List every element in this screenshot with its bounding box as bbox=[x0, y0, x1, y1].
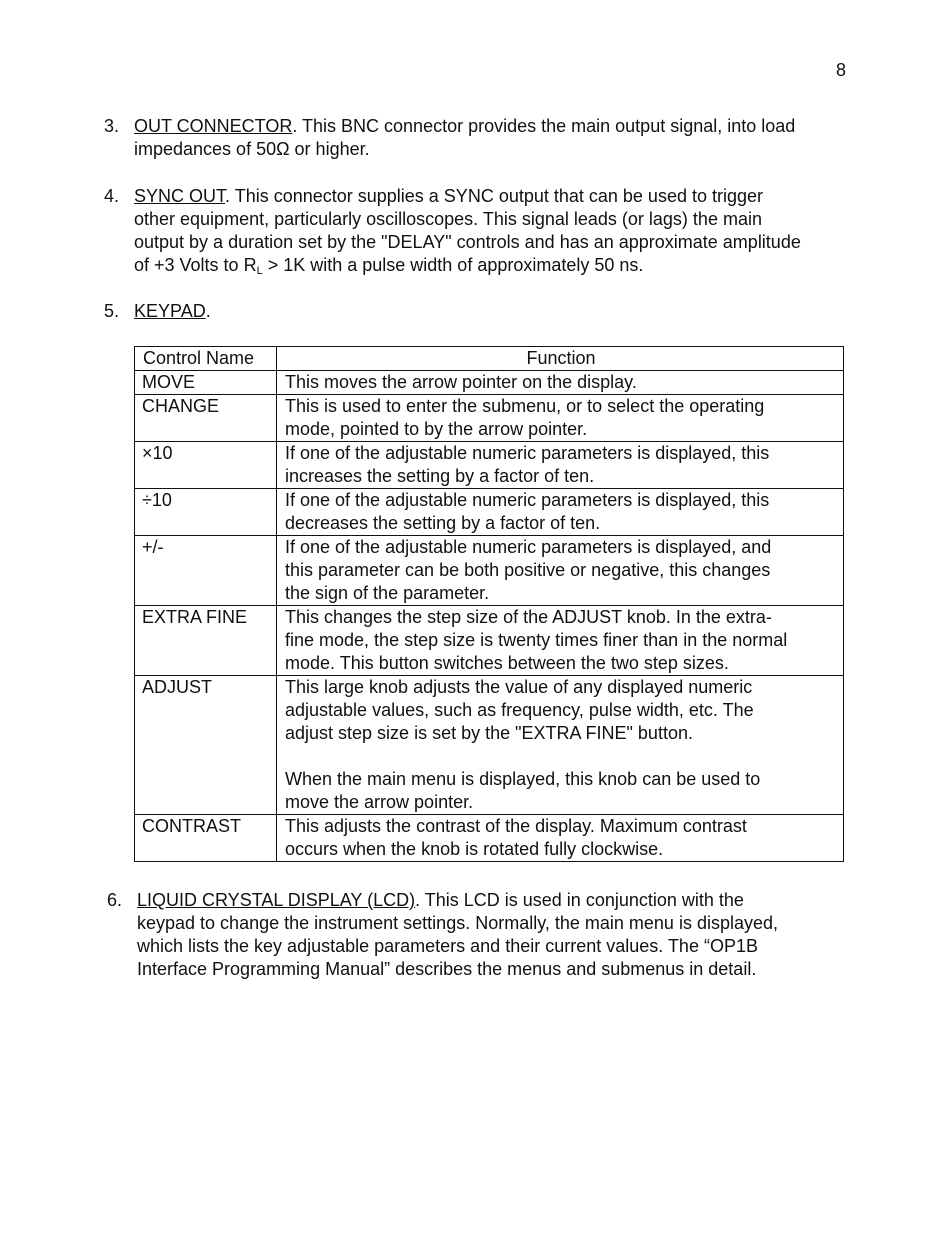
function-line: decreases the setting by a factor of ten. bbox=[285, 513, 601, 533]
item-heading: KEYPAD bbox=[134, 301, 206, 321]
control-name-cell: ADJUST bbox=[135, 676, 277, 815]
function-line: This changes the step size of the ADJUST knob. In the extra- bbox=[285, 607, 772, 627]
function-line: This is used to enter the submenu, or to select the operating bbox=[285, 396, 765, 416]
table-header-row bbox=[135, 347, 844, 371]
function-line: This large knob adjusts the value of any displayed numeric bbox=[285, 677, 753, 697]
item-keypad bbox=[104, 300, 854, 323]
function-line: If one of the adjustable numeric parameters is displayed, and bbox=[285, 537, 772, 557]
table-row bbox=[135, 676, 844, 815]
item-heading: OUT CONNECTOR bbox=[134, 116, 293, 136]
item-text: . This BNC connector provides the main output signal, into load bbox=[292, 116, 796, 136]
function-cell bbox=[277, 489, 844, 536]
item-line: impedances of 50Ω or higher. bbox=[134, 139, 370, 159]
function-cell bbox=[277, 676, 844, 815]
item-heading: SYNC OUT bbox=[134, 186, 226, 206]
paragraph-spacer bbox=[285, 745, 837, 768]
function-line: When the main menu is displayed, this knob can be used to bbox=[285, 769, 761, 789]
function-line: move the arrow pointer. bbox=[285, 792, 474, 812]
control-name-cell: ×10 bbox=[135, 442, 277, 489]
item-line: keypad to change the instrument settings. Normally, the main menu is displayed, bbox=[137, 913, 778, 933]
item-number: 3. bbox=[104, 116, 120, 136]
function-line: the sign of the parameter. bbox=[285, 583, 490, 603]
function-line: If one of the adjustable numeric parameters is displayed, this bbox=[285, 443, 770, 463]
item-number: 5. bbox=[104, 301, 120, 321]
item-line bbox=[134, 185, 854, 208]
function-line: fine mode, the step size is twenty times finer than in the normal bbox=[285, 630, 788, 650]
item-sync-out bbox=[104, 185, 854, 277]
table-row bbox=[135, 395, 844, 442]
item-text: . This connector supplies a SYNC output that can be used to trigger bbox=[225, 186, 763, 206]
table-row bbox=[135, 606, 844, 676]
control-name-cell: ÷10 bbox=[135, 489, 277, 536]
function-line: mode. This button switches between the two step sizes. bbox=[285, 653, 729, 673]
item-line: other equipment, particularly oscilloscopes. This signal leads (or lags) the main bbox=[134, 209, 762, 229]
function-line: this parameter can be both positive or negative, this changes bbox=[285, 560, 771, 580]
item-out-connector bbox=[104, 115, 854, 161]
function-cell bbox=[277, 815, 844, 862]
control-name-cell: EXTRA FINE bbox=[135, 606, 277, 676]
table-row bbox=[135, 442, 844, 489]
table-row bbox=[135, 371, 844, 395]
function-cell bbox=[277, 606, 844, 676]
function-cell bbox=[277, 371, 844, 395]
table-row bbox=[135, 815, 844, 862]
function-cell bbox=[277, 442, 844, 489]
item-line bbox=[134, 254, 854, 277]
function-cell bbox=[277, 395, 844, 442]
item-heading: LIQUID CRYSTAL DISPLAY (LCD) bbox=[137, 890, 416, 910]
control-name-cell: +/- bbox=[135, 536, 277, 606]
item-text: > 1K with a pulse width of approximately 50 ns. bbox=[262, 255, 644, 275]
item-line: Interface Programming Manual” describes the menus and submenus in detail. bbox=[137, 959, 757, 979]
item-line bbox=[134, 300, 854, 323]
item-text: . bbox=[205, 301, 211, 321]
table-row bbox=[135, 489, 844, 536]
function-cell bbox=[277, 536, 844, 606]
page-number: 8 bbox=[836, 60, 847, 80]
item-number: 4. bbox=[104, 186, 120, 206]
function-line: occurs when the knob is rotated fully clockwise. bbox=[285, 839, 664, 859]
column-header-control-name: Control Name bbox=[135, 347, 277, 371]
item-line bbox=[134, 115, 854, 138]
item-line: output by a duration set by the "DELAY" controls and has an approximate amplitude bbox=[134, 232, 801, 252]
item-text: . This LCD is used in conjunction with the bbox=[415, 890, 744, 910]
keypad-table bbox=[134, 346, 844, 862]
item-text: of +3 Volts to R bbox=[134, 255, 257, 275]
control-name-cell: CONTRAST bbox=[135, 815, 277, 862]
function-line: This adjusts the contrast of the display. Maximum contrast bbox=[285, 816, 747, 836]
function-line: adjustable values, such as frequency, pulse width, etc. The bbox=[285, 700, 754, 720]
table-row bbox=[135, 536, 844, 606]
function-line: mode, pointed to by the arrow pointer. bbox=[285, 419, 588, 439]
control-name-cell: MOVE bbox=[135, 371, 277, 395]
item-line bbox=[137, 889, 857, 912]
item-line: which lists the key adjustable parameters and their current values. The “OP1B bbox=[137, 936, 758, 956]
item-number: 6. bbox=[107, 890, 123, 910]
control-name-cell: CHANGE bbox=[135, 395, 277, 442]
item-liquid-crystal-display bbox=[107, 889, 857, 981]
subscript: L bbox=[256, 265, 263, 277]
column-header-function: Function bbox=[277, 347, 844, 371]
function-line: This moves the arrow pointer on the display. bbox=[285, 372, 637, 392]
function-line: increases the setting by a factor of ten. bbox=[285, 466, 595, 486]
function-line: If one of the adjustable numeric parameters is displayed, this bbox=[285, 490, 770, 510]
function-line: adjust step size is set by the "EXTRA FINE" button. bbox=[285, 723, 693, 743]
